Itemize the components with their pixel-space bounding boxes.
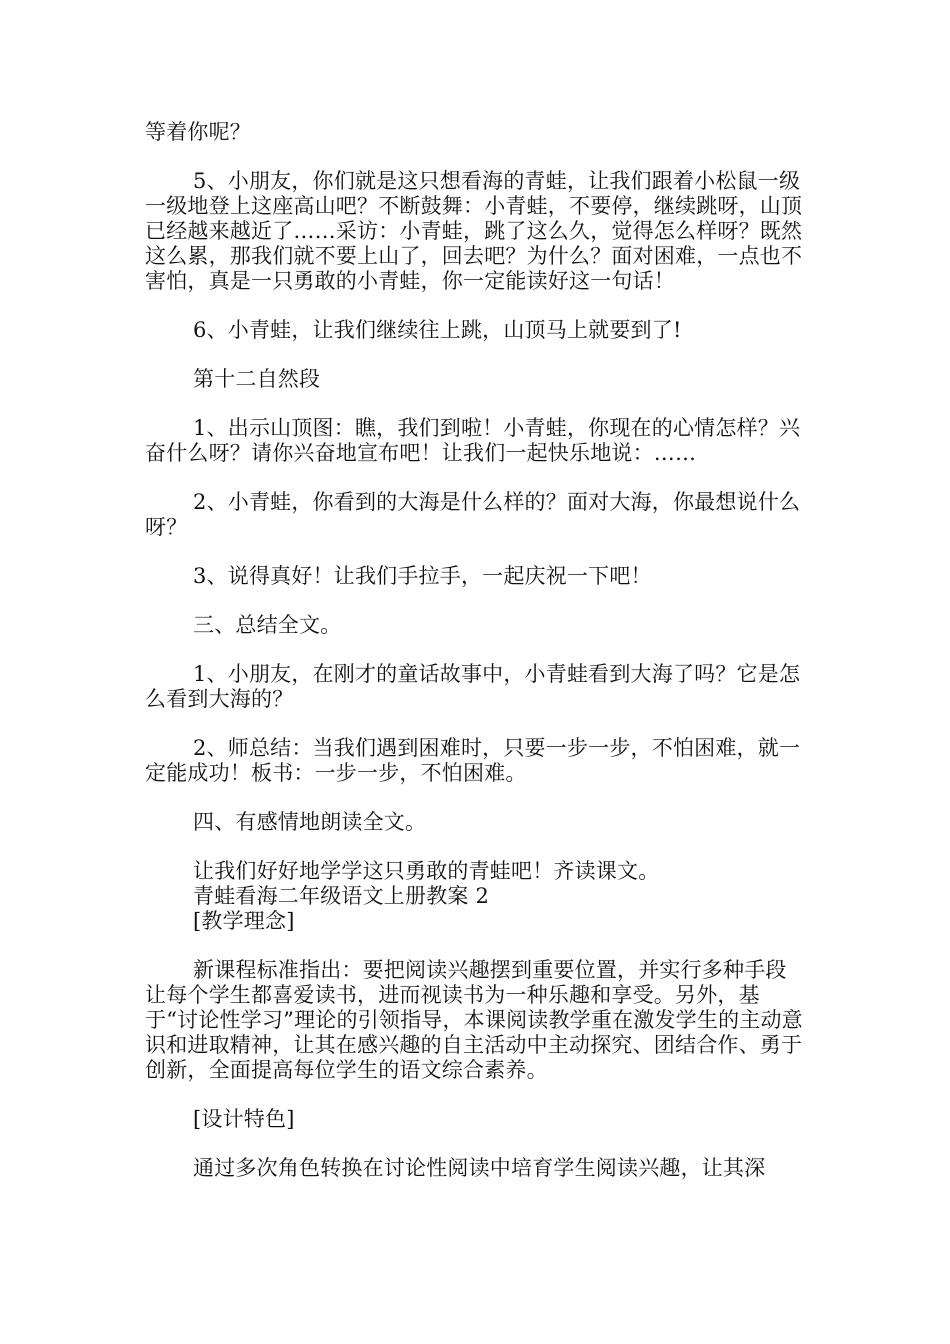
paragraph-teaching-concept: 新课程标准指出：要把阅读兴趣摆到重要位置，并实行多种手段让每个学生都喜爱读书，进而视读书为一种乐趣和享受。另外，基于“讨论性学习”理论的引领指导，本课阅读教学重在激发学生的主动意识和进取精神，让其在感兴趣的自主活动中主动探究、团结合作、勇于创新，全面提高每位学生的语文综合素养。 [145, 958, 803, 1082]
section-heading-reading: 四、有感情地朗读全文。 [193, 810, 427, 834]
section-heading-summary: 三、总结全文。 [193, 613, 342, 637]
paragraph-step-6: 6、小青蛙，让我们继续往上跳，山顶马上就要到了! [193, 318, 682, 342]
paragraph-design-features: 通过多次角色转换在讨论性阅读中培育学生阅读兴趣，让其深 [193, 1156, 766, 1180]
paragraph-step-5: 5、小朋友，你们就是这只想看海的青蛙，让我们跟着小松鼠一级一级地登上这座高山吧？不断鼓舞：小青蛙，不要停，继续跳呀，山顶已经越来越近了……采访：小青蛙，跳了这么久，觉得怎么样呀？既然这么累，那我们就不要上山了，回去吧？为什么？面对困难，一点也不害怕，真是一只勇敢的小青蛙，你一定能读好这一句话！ [145, 169, 803, 293]
paragraph-continuation: 等着你呢？ [145, 120, 251, 144]
paragraph-item-1: 1、出示山顶图：瞧，我们到啦！小青蛙，你现在的心情怎样？兴奋什么呀？请你兴奋地宣布吧！让我们一起快乐地说：…… [145, 416, 801, 465]
paragraph-summary-1: 1、小朋友，在刚才的童话故事中，小青蛙看到大海了吗？它是怎么看到大海的？ [145, 662, 801, 711]
paragraph-item-3: 3、说得真好！让我们手拉手，一起庆祝一下吧！ [193, 564, 652, 588]
paragraph-summary-2: 2、师总结：当我们遇到困难时，只要一步一步，不怕困难，就一定能成功！板书：一步一步，不怕困难。 [145, 736, 801, 785]
document-body [145, 120, 805, 1205]
section-heading-twelfth-paragraph: 第十二自然段 [193, 367, 321, 391]
lesson-plan-title: 青蛙看海二年级语文上册教案 2 [193, 884, 490, 908]
paragraph-item-2: 2、小青蛙，你看到的大海是什么样的？面对大海，你最想说什么呀？ [145, 490, 801, 539]
section-heading-teaching-concept: [教学理念] [193, 909, 295, 933]
section-heading-design-features: [设计特色] [193, 1107, 295, 1131]
paragraph-reading-instruction: 让我们好好地学学这只勇敢的青蛙吧！齐读课文。 [193, 859, 660, 883]
